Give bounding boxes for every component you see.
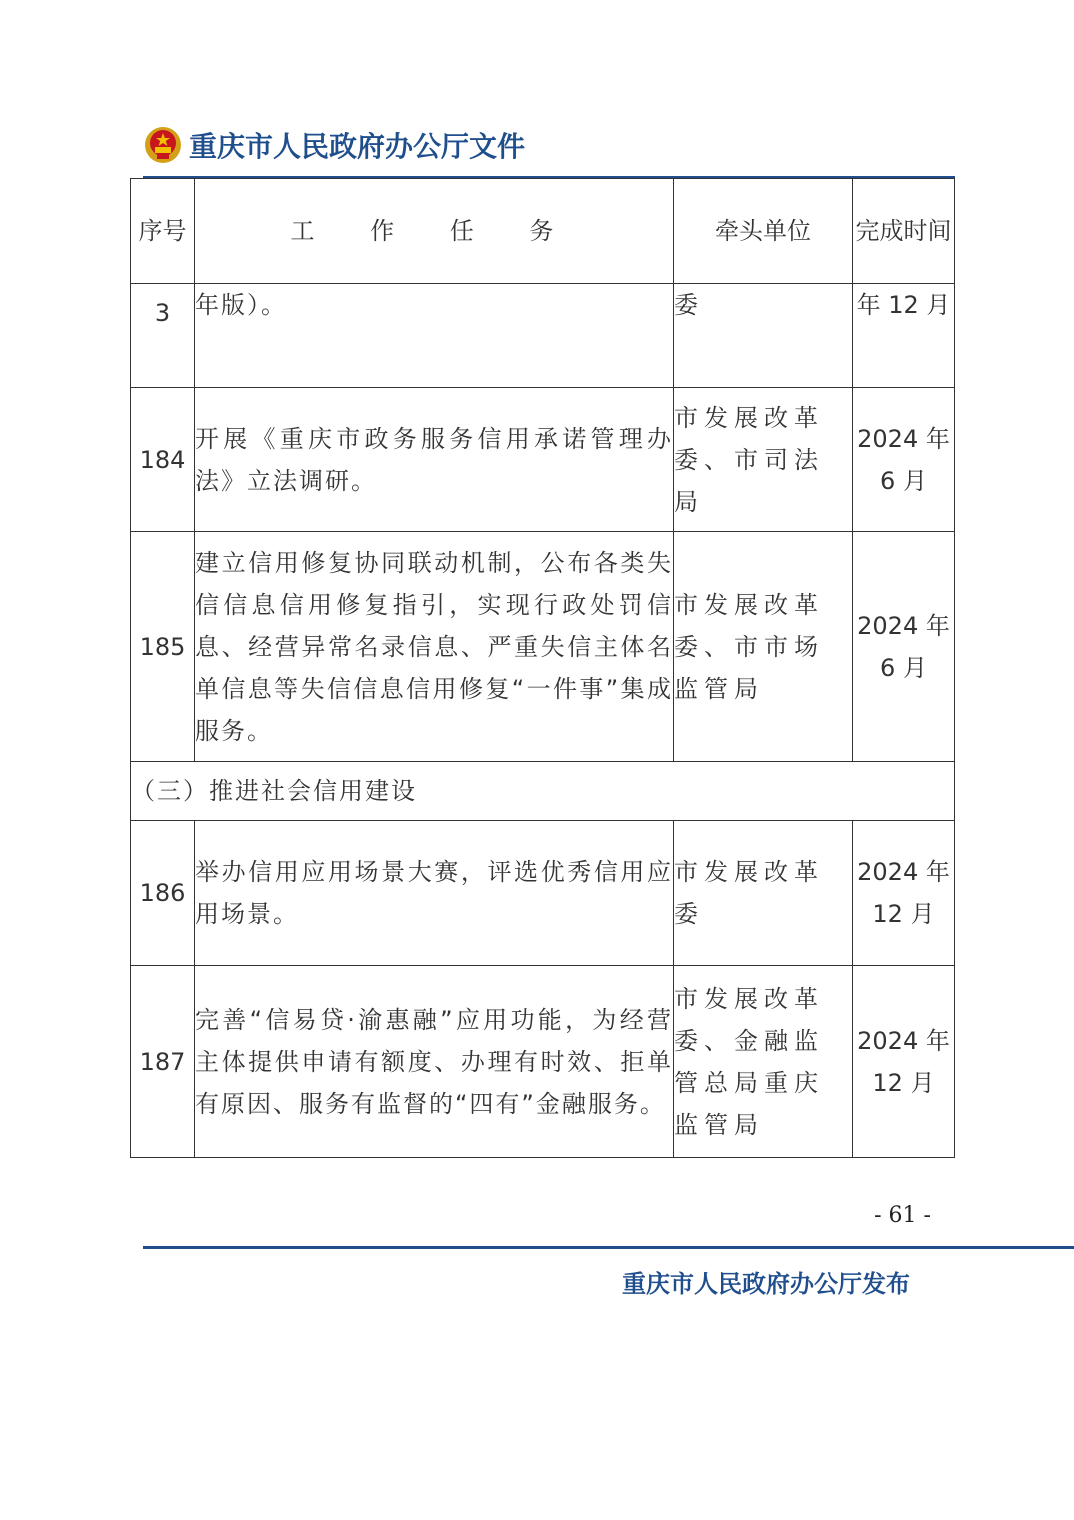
row-task: 开展《重庆市政务服务信用承诺管理办法》立法调研。 [195,388,674,532]
row-deadline: 2024 年 6 月 [853,532,955,762]
footer-publisher: 重庆市人民政府办公厅发布 [622,1269,910,1298]
row-lead-unit: 市发展改革委、市司法局 [674,388,853,532]
section-row [131,762,955,821]
table-row [131,966,955,1158]
row-index: 184 [131,388,195,532]
document-header [143,120,525,170]
row-task: 完善“信易贷·渝惠融”应用功能，为经营主体提供申请有额度、办理有时效、拒单有原因、服务有监督的“四有”金融服务。 [195,966,674,1158]
section-heading: （三）推进社会信用建设 [131,762,955,821]
column-header-task: 工 作 任 务 [195,179,674,284]
row-lead-unit: 市发展改革委、市市场监管局 [674,532,853,762]
table-row [131,284,955,388]
header-title: 重庆市人民政府办公厅文件 [189,130,526,163]
row-task: 年版）。 [195,284,674,388]
row-index: 187 [131,966,195,1158]
national-emblem-icon [143,125,183,165]
column-header-lead-unit: 牵头单位 [674,179,853,284]
row-deadline: 2024 年 12 月 [853,966,955,1158]
row-index: 3 [131,284,195,388]
column-header-deadline: 完成时间 [853,179,955,284]
page-number: - 61 - [874,1203,931,1228]
row-deadline: 年 12 月 [853,284,955,388]
row-task: 举办信用应用场景大赛，评选优秀信用应用场景。 [195,821,674,966]
row-lead-unit: 市发展改革委 [674,821,853,966]
row-index: 186 [131,821,195,966]
row-lead-unit: 委 [674,284,853,388]
footer-divider [143,1246,1074,1249]
table-row [131,821,955,966]
row-lead-unit: 市发展改革委、金融监管总局重庆监管局 [674,966,853,1158]
row-deadline: 2024 年 6 月 [853,388,955,532]
table-row [131,388,955,532]
table-header-row [131,179,955,284]
row-index: 185 [131,532,195,762]
column-header-index: 序号 [131,179,195,284]
row-task: 建立信用修复协同联动机制，公布各类失信信息信用修复指引，实现行政处罚信息、经营异常名录信息、严重失信主体名单信息等失信信息信用修复“一件事”集成服务。 [195,532,674,762]
task-table [130,178,955,1158]
row-deadline: 2024 年 12 月 [853,821,955,966]
table-row [131,532,955,762]
